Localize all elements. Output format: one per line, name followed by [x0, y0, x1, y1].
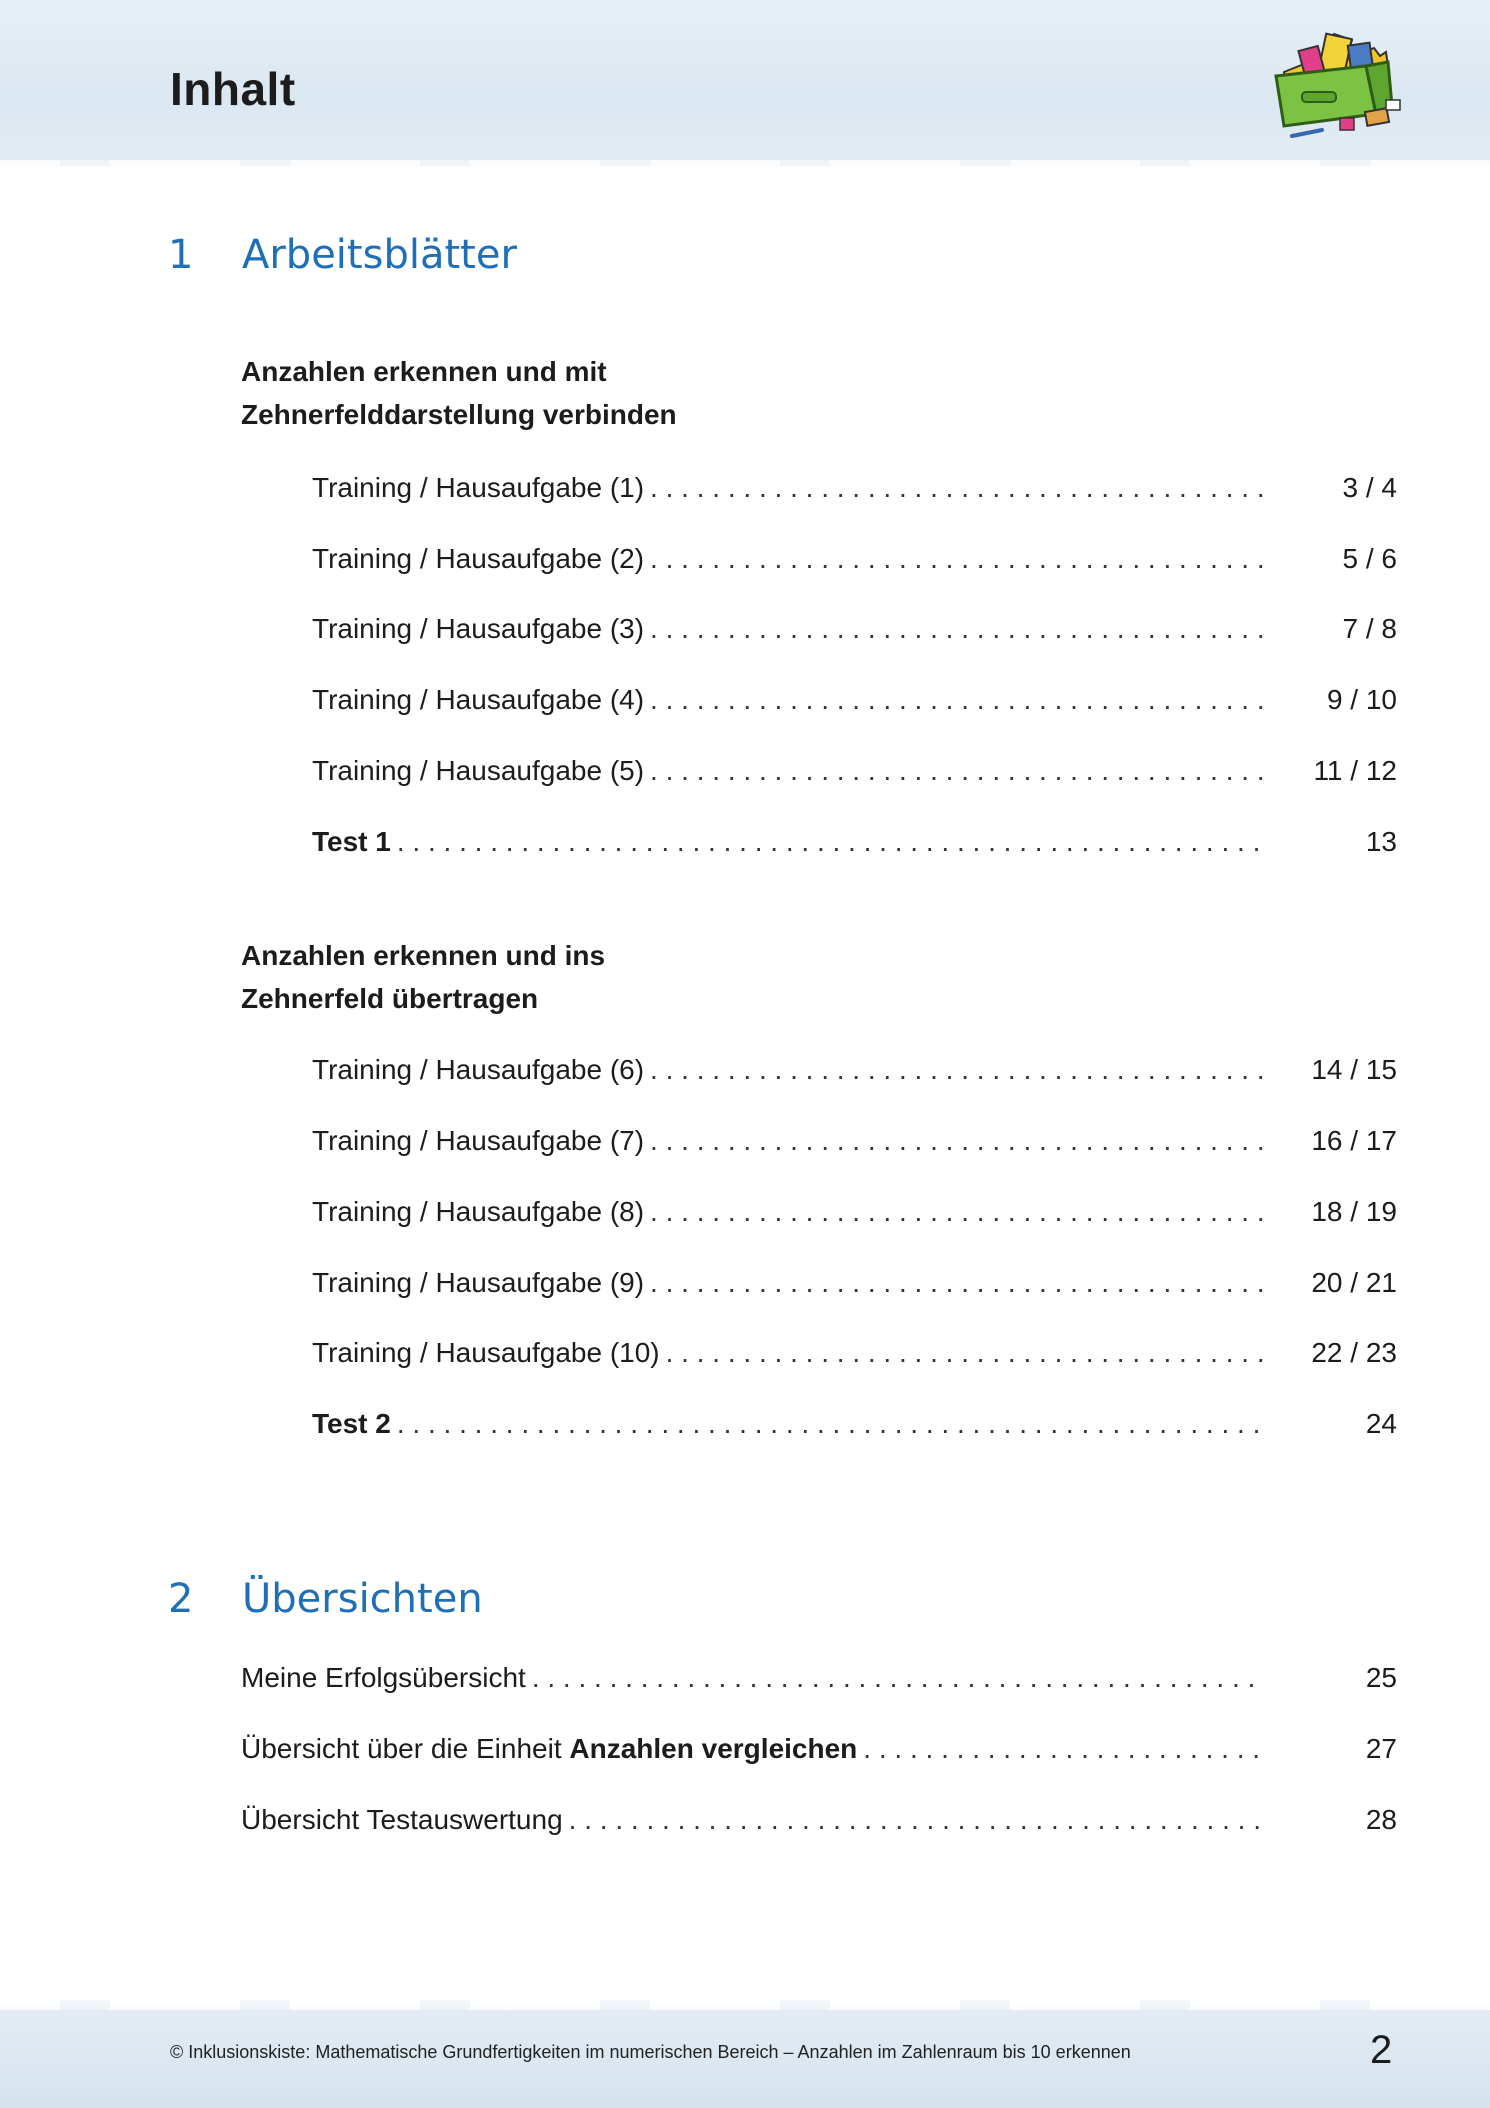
toc-entry-page: 27: [1365, 1733, 1397, 1764]
toc-entry-label: Training / Hausaufgabe (9): [312, 1267, 645, 1298]
toc-entry[interactable]: [312, 1267, 1397, 1307]
toc-entry-page: 22 / 23: [1311, 1337, 1397, 1368]
dot-leader: [650, 472, 1263, 504]
dot-leader: [532, 1662, 1263, 1694]
toc-entry-label: Training / Hausaufgabe (7): [312, 1125, 645, 1156]
toc-entry-label: Übersicht über die Einheit: [241, 1733, 570, 1764]
toc-entry-label: Training / Hausaufgabe (1): [312, 472, 645, 503]
toc-entry-page: 3 / 4: [1342, 472, 1397, 503]
toc-entry-test[interactable]: [312, 1408, 1397, 1448]
materials-box-icon: [1262, 26, 1402, 148]
toc-entry-page: 11 / 12: [1313, 755, 1397, 786]
toc-entry-page: 7 / 8: [1342, 613, 1397, 644]
section-heading-1: [168, 232, 517, 278]
toc-entry[interactable]: [312, 613, 1397, 653]
toc-entry-label-bold: Anzahlen vergleichen: [569, 1733, 858, 1764]
dot-leader: [650, 1196, 1263, 1228]
dot-leader: [666, 1337, 1263, 1369]
toc-entry-label: Training / Hausaufgabe (5): [312, 755, 645, 786]
toc-entry-page: 16 / 17: [1311, 1125, 1397, 1156]
toc-entry[interactable]: [241, 1733, 1397, 1773]
group-title-line: Anzahlen erkennen und mit: [241, 356, 607, 387]
toc-entry-page: 13: [1365, 826, 1397, 857]
group-title-1: [241, 350, 677, 436]
group-title-line: Zehnerfelddarstellung verbinden: [241, 399, 677, 430]
toc-entry[interactable]: [312, 1125, 1397, 1165]
dot-leader: [650, 613, 1263, 645]
toc-entry-page: 25: [1365, 1662, 1397, 1693]
dot-leader: [650, 1125, 1263, 1157]
section-heading-2: [168, 1576, 483, 1622]
toc-entry-page: 28: [1365, 1804, 1397, 1835]
toc-entry[interactable]: [312, 543, 1397, 583]
toc-entry-page: 24: [1365, 1408, 1397, 1439]
dot-leader: [397, 826, 1263, 858]
section-number: 1: [168, 232, 194, 278]
toc-entry-label: Test 2: [312, 1408, 391, 1439]
toc-entry-page: 14 / 15: [1311, 1054, 1397, 1085]
toc-entry-test[interactable]: [312, 826, 1397, 866]
toc-entry-label: Training / Hausaufgabe (8): [312, 1196, 645, 1227]
toc-entry-label: Training / Hausaufgabe (2): [312, 543, 645, 574]
group-title-line: Anzahlen erkennen und ins: [241, 940, 606, 971]
footer-copyright: © Inklusionskiste: Mathematische Grundfertigkeiten im numerischen Bereich – Anzahlen im Zahlenraum bis 10 erkennen: [170, 2042, 1131, 2062]
toc-entry[interactable]: [241, 1662, 1397, 1702]
toc-entry[interactable]: [312, 1337, 1397, 1377]
group-title-2: [241, 934, 605, 1020]
toc-entry-label: Training / Hausaufgabe (3): [312, 613, 645, 644]
toc-entry[interactable]: [312, 684, 1397, 724]
dot-leader: [650, 543, 1263, 575]
toc-entry-page: 20 / 21: [1311, 1267, 1397, 1298]
toc-entry-page: 5 / 6: [1342, 543, 1397, 574]
toc-entry-label: Training / Hausaufgabe (6): [312, 1054, 645, 1085]
toc-entry[interactable]: [312, 1196, 1397, 1236]
page-title: Inhalt: [170, 63, 296, 115]
toc-entry-label: Test 1: [312, 826, 391, 857]
dot-leader: [650, 684, 1263, 716]
toc-entry-label: Training / Hausaufgabe (4): [312, 684, 645, 715]
page-number: 2: [1370, 2028, 1393, 2072]
dot-leader: [650, 1054, 1263, 1086]
toc-entry[interactable]: [312, 1054, 1397, 1094]
group-title-line: Zehnerfeld übertragen: [241, 983, 539, 1014]
dot-leader: [569, 1804, 1263, 1836]
section-title: Arbeitsblätter: [242, 232, 517, 278]
dot-leader: [650, 1267, 1263, 1299]
toc-entry-page: 9 / 10: [1326, 684, 1397, 715]
toc-entry-label: Training / Hausaufgabe (10): [312, 1337, 660, 1368]
toc-entry-label: Meine Erfolgsübersicht: [241, 1662, 526, 1693]
toc-entry-label: Übersicht Testauswertung: [241, 1804, 563, 1835]
toc-entry-page: 18 / 19: [1311, 1196, 1397, 1227]
toc-entry[interactable]: [312, 755, 1397, 795]
dot-leader: [650, 755, 1263, 787]
dot-leader: [863, 1733, 1263, 1765]
section-number: 2: [168, 1576, 194, 1622]
toc-entry[interactable]: [312, 472, 1397, 512]
toc-entry[interactable]: [241, 1804, 1397, 1844]
section-title: Übersichten: [242, 1576, 483, 1622]
dot-leader: [397, 1408, 1263, 1440]
